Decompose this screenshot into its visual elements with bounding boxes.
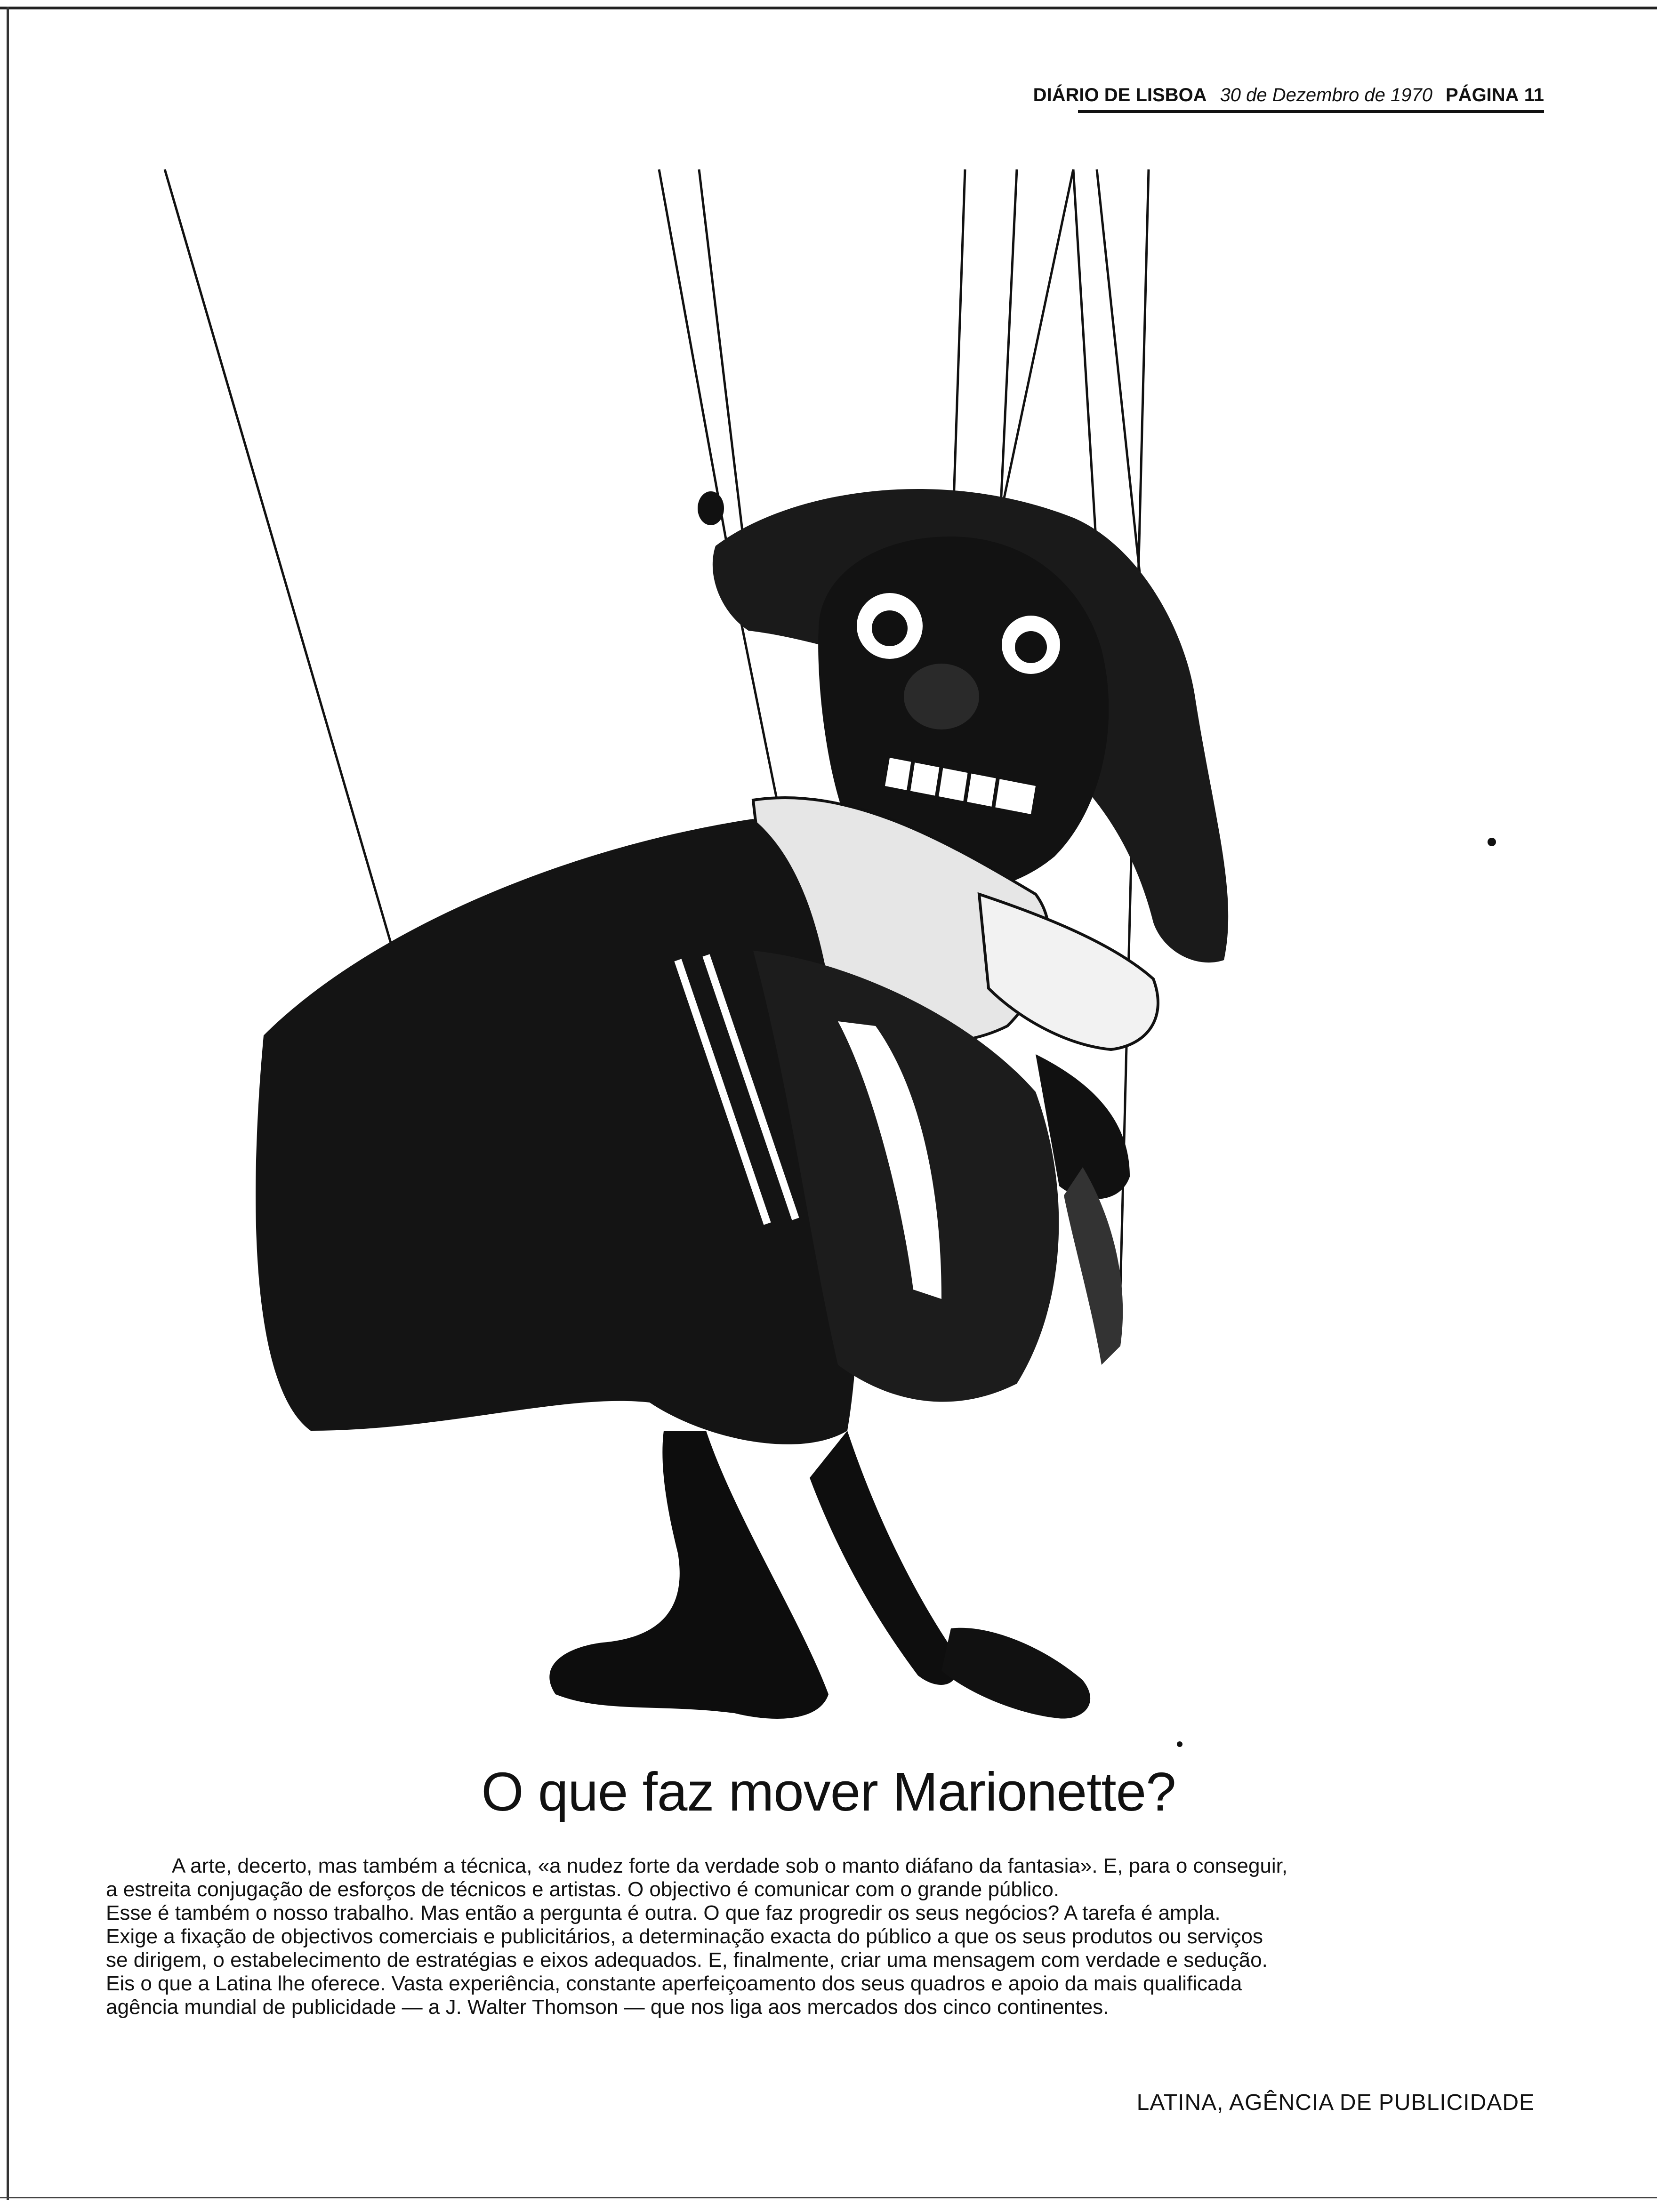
page-border-left — [7, 7, 9, 2200]
masthead-date: 30 de Dezembro de 1970 — [1220, 85, 1432, 105]
body-line: A arte, decerto, mas também a técnica, «a nudez forte da verdade sob o manto diáfano da fantasia». E, para o conseguir, — [172, 1854, 1288, 1877]
agency-signature: LATINA, AGÊNCIA DE PUBLICIDADE — [1136, 2090, 1535, 2115]
body-line: Eis o que a Latina lhe oferece. Vasta experiência, constante aperfeiçoamento dos seus quadros e apoio da mais qualificada — [106, 1972, 1242, 1995]
body-line: a estreita conjugação de esforços de técnicos e artistas. O objectivo é comunicar com o grande público. — [106, 1878, 1060, 1901]
masthead-page-label: PÁGINA — [1446, 85, 1519, 105]
body-line: Exige a fixação de objectivos comerciais e publicitários, a determinação exacta do público a que os seus produtos ou serviços — [106, 1925, 1263, 1948]
ink-speck — [1177, 1741, 1182, 1747]
ad-body-copy — [106, 1854, 1542, 2019]
ink-speck — [1488, 838, 1496, 846]
masthead — [1033, 85, 1544, 113]
masthead-newspaper: DIÁRIO DE LISBOA — [1033, 85, 1207, 105]
body-line: Esse é também o nosso trabalho. Mas então a pergunta é outra. O que faz progredir os seus negócios? A tarefa é ampla. — [106, 1901, 1221, 1924]
page-border-bottom — [0, 2197, 1657, 2198]
page-border-top — [0, 7, 1657, 9]
marionette-figure — [256, 489, 1228, 1719]
marionette-icon — [141, 160, 1318, 1760]
masthead-rule — [1078, 110, 1544, 113]
ad-headline: O que faz mover Marionette? — [481, 1761, 1176, 1822]
masthead-page-number: 11 — [1524, 85, 1544, 105]
body-line: agência mundial de publicidade — a J. Walter Thomson — que nos liga aos mercados dos cinco continentes. — [106, 1996, 1109, 2019]
body-line: se dirigem, o estabelecimento de estratégias e eixos adequados. E, finalmente, criar uma mensagem com verdade e sedução. — [106, 1948, 1268, 1972]
